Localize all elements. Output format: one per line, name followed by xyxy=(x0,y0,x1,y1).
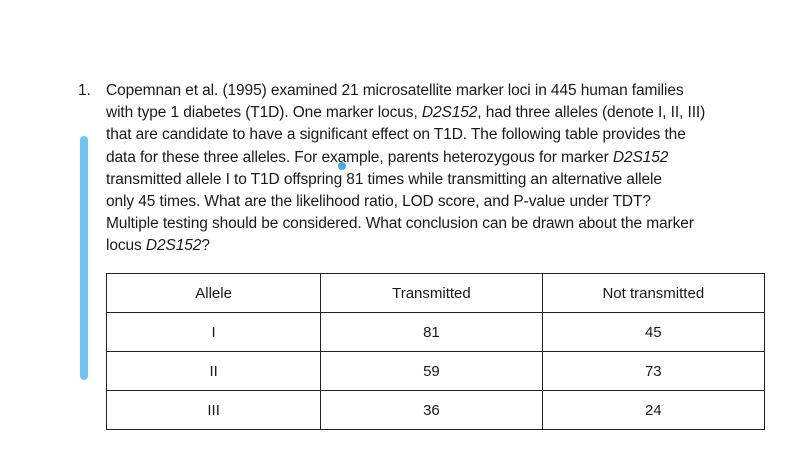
header-not-transmitted: Not transmitted xyxy=(542,274,764,313)
question-line: with type 1 diabetes (T1D). One marker locus, D2S152, had three alleles (denote I, II, III) xyxy=(106,104,706,122)
question-line: Multiple testing should be considered. What conclusion can be drawn about the marker xyxy=(106,215,694,233)
cell-allele: II xyxy=(107,352,321,391)
table-row xyxy=(107,391,765,430)
cell-not-transmitted: 73 xyxy=(542,352,764,391)
question-line: transmitted allele I to T1D offspring 81 times while transmitting an alternative allele xyxy=(106,170,662,188)
allele-table xyxy=(106,273,765,430)
locus-name: D2S152 xyxy=(612,148,669,166)
cell-not-transmitted: 45 xyxy=(542,313,764,352)
cell-transmitted: 36 xyxy=(321,391,542,430)
header-allele: Allele xyxy=(107,274,321,313)
question-number: 1. xyxy=(78,82,91,99)
question-line: Copemnan et al. (1995) examined 21 microsatellite marker loci in 445 human families xyxy=(106,82,684,99)
question-block xyxy=(78,80,778,258)
locus-name: D2S152 xyxy=(421,104,478,122)
header-transmitted: Transmitted xyxy=(321,274,542,313)
question-line: that are candidate to have a significant effect on T1D. The following table provides the xyxy=(106,126,686,144)
cell-allele: I xyxy=(107,313,321,352)
question-line: locus D2S152? xyxy=(106,237,210,255)
cell-transmitted: 59 xyxy=(321,352,542,391)
table-row xyxy=(107,313,765,352)
question-line: only 45 times. What are the likelihood ratio, LOD score, and P-value under TDT? xyxy=(106,193,651,211)
question-text xyxy=(106,80,778,258)
cell-allele: III xyxy=(107,391,321,430)
cell-transmitted: 81 xyxy=(321,313,542,352)
locus-name: D2S152 xyxy=(145,237,202,255)
table-row xyxy=(107,352,765,391)
question-line: data for these three alleles. For example, parents heterozygous for marker D2S152 xyxy=(106,148,669,166)
table-header-row xyxy=(107,274,765,313)
cell-not-transmitted: 24 xyxy=(542,391,764,430)
